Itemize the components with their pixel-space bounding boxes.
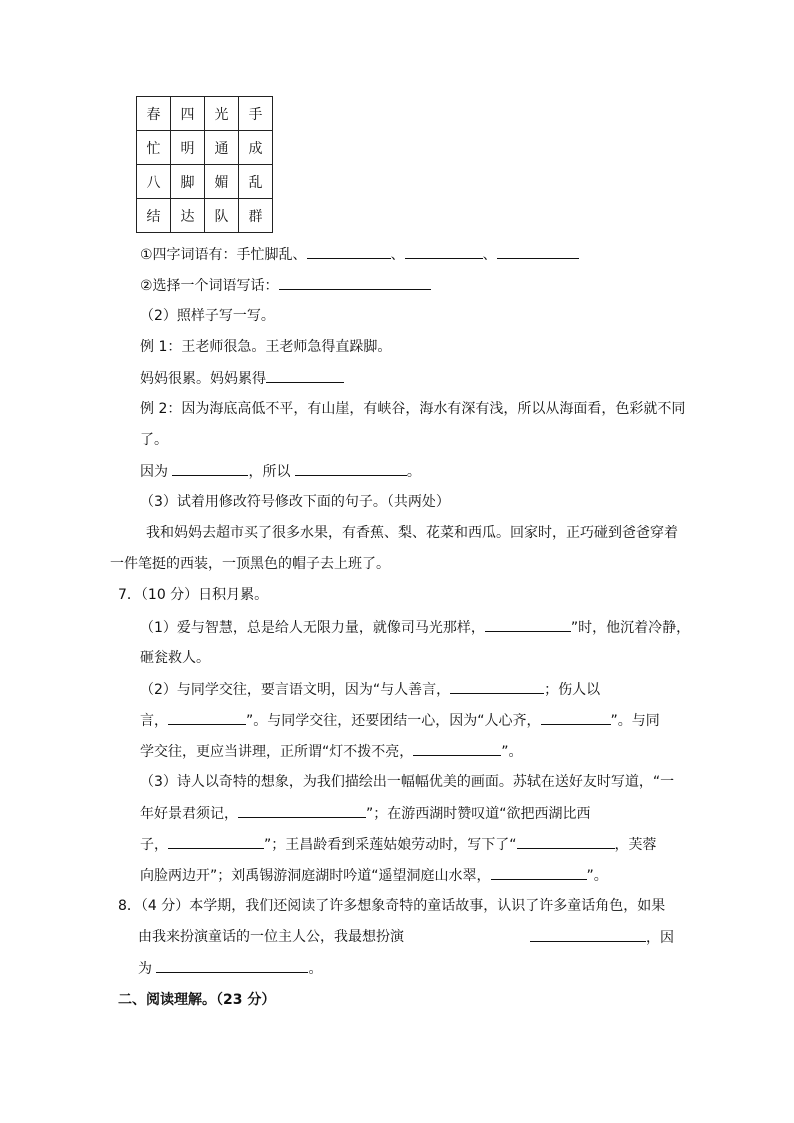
answer-blank[interactable] [491,865,587,880]
separator: 、 [482,247,497,263]
grid-cell: 春 [137,97,171,131]
q7-line [140,741,523,762]
q7-text: （2）与同学交往，要言语文明，因为“与人善言， [140,682,451,698]
q7-text: ，芙蓉 [614,837,657,853]
example-1-task [140,368,344,389]
grid-cell: 明 [171,131,205,165]
answer-blank[interactable] [238,803,366,818]
grid-cell: 乱 [239,165,273,199]
task-text: 因为 [140,464,168,480]
q7-line [140,617,690,638]
q7-text: ”；在游西湖时赞叹道“欲把西湖比西 [366,806,591,822]
q7-text: 向脸两边开”；刘禹锡游洞庭湖时吟道“遥望洞庭山水翠， [140,868,491,884]
q7-line: 砸瓮救人。 [140,650,210,666]
grid-cell: 群 [239,199,273,233]
answer-blank[interactable] [517,834,615,849]
q7-text: 学交往，更应当讲理，正所谓“灯不拨不亮， [140,744,414,760]
task-text: 妈妈很累。妈妈累得 [140,371,266,387]
q7-text: 年好景君须记， [140,806,238,822]
q7-text: ；伤人以 [544,682,601,698]
q8-text: 为 [138,961,152,977]
grid-cell: 忙 [137,131,171,165]
q7-line [140,865,608,886]
q7-line: （3）诗人以奇特的想象，为我们描绘出一幅幅优美的画面。苏轼在送好友时写道，“一 [140,774,675,790]
grid-cell: 达 [171,199,205,233]
answer-blank[interactable] [266,368,344,383]
q2-title: （2）照样子写一写。 [140,308,275,324]
q7-line [140,834,657,855]
idiom-prompt: ①四字词语有：手忙脚乱、 [140,247,307,263]
answer-blank[interactable] [530,927,646,942]
separator: 、 [390,247,405,263]
answer-blank[interactable] [172,461,248,476]
answer-blank[interactable] [405,244,483,259]
q7-text: ”。 [501,744,523,760]
q7-text: 言， [140,713,168,729]
q7-text: 子， [140,837,168,853]
answer-blank[interactable] [279,275,431,290]
q7-title: 7．（10 分）日积月累。 [118,587,269,603]
q8-line [138,927,674,948]
grid-cell: 成 [239,131,273,165]
q8-line [138,958,322,979]
idiom-line [140,244,579,265]
character-grid [136,96,273,233]
answer-blank[interactable] [168,710,246,725]
q7-text: ”时，他沉着冷静， [570,620,691,636]
q7-line [140,803,591,824]
q8-text: 。 [308,961,323,977]
grid-cell: 通 [205,131,239,165]
grid-cell: 八 [137,165,171,199]
example-2-task [140,461,421,482]
answer-blank[interactable] [497,244,579,259]
q3-title: （3）试着用修改符号修改下面的句子。（共两处） [140,494,450,510]
task-text: ，所以 [248,464,291,480]
q7-text: ”；王昌龄看到采莲姑娘劳动时，写下了“ [264,837,517,853]
grid-cell: 四 [171,97,205,131]
sentence-line [140,275,431,296]
q7-line [140,710,660,731]
q7-text: ”。与同 [610,713,660,729]
grid-cell: 媚 [205,165,239,199]
q7-text: （1）爱与智慧，总是给人无限力量，就像司马光那样， [140,620,485,636]
q3-paragraph-line: 我和妈妈去超市买了很多水果，有香蕉、梨、花菜和西瓜。回家时，正巧碰到爸爸穿着 [146,525,678,541]
grid-cell: 脚 [171,165,205,199]
q7-line [140,679,600,700]
answer-blank[interactable] [450,679,544,694]
section-heading: 二、阅读理解。（23 分） [118,992,276,1008]
q8-text: 由我来扮演童话的一位主人公，我最想扮演 [138,929,404,945]
task-text: 。 [406,464,421,480]
grid-cell: 手 [239,97,273,131]
answer-blank[interactable] [168,834,264,849]
q8-line: 8．（4 分）本学期，我们还阅读了许多想象奇特的童话故事，认识了许多童话角色，如果 [118,898,666,914]
answer-blank[interactable] [156,958,308,973]
answer-blank[interactable] [485,617,571,632]
example-2-cont: 了。 [140,432,168,448]
example-1: 例 1：王老师很急。王老师急得直跺脚。 [140,339,392,355]
answer-blank[interactable] [413,741,501,756]
q8-text: ，因 [646,930,674,946]
answer-blank[interactable] [307,244,391,259]
q7-text: ”。与同学交往，还要团结一心，因为“人心齐， [246,713,541,729]
example-2: 例 2：因为海底高低不平，有山崖，有峡谷，海水有深有浅，所以从海面看，色彩就不同 [140,401,686,417]
q3-paragraph-line: 一件笔挺的西装，一顶黑色的帽子去上班了。 [110,556,390,572]
answer-blank[interactable] [295,461,407,476]
grid-cell: 结 [137,199,171,233]
q7-text: ”。 [586,868,608,884]
grid-cell: 光 [205,97,239,131]
answer-blank[interactable] [541,710,611,725]
grid-cell: 队 [205,199,239,233]
sentence-prompt: ②选择一个词语写话： [140,278,279,294]
